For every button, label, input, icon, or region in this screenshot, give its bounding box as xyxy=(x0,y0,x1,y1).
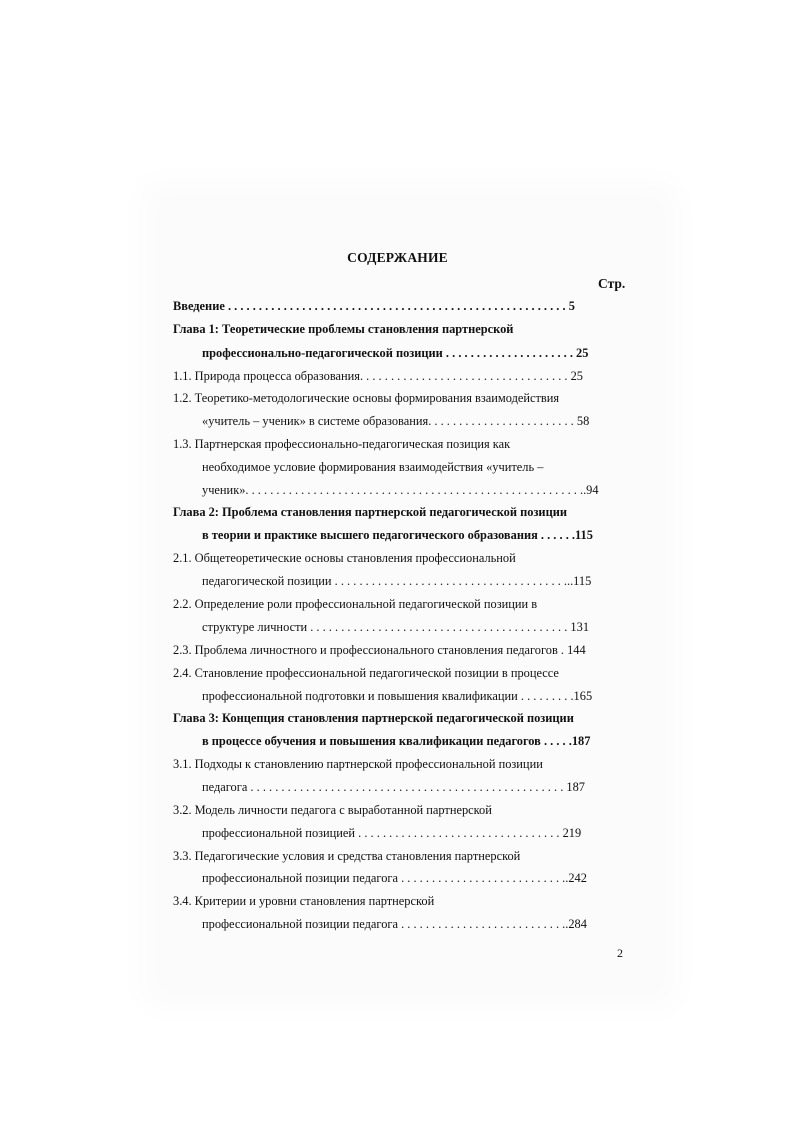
toc-leader-dots: . . . . . xyxy=(540,734,572,748)
toc-section-3-1-cont xyxy=(202,777,625,797)
toc-section-2-3 xyxy=(173,640,625,660)
toc-entry-text: структуре личности xyxy=(202,620,308,634)
toc-entry-text: 2.1. Общетеоретические основы становления профессиональной xyxy=(173,551,516,565)
toc-chapter-2-heading-cont xyxy=(202,525,625,545)
toc-entry-text: 3.4. Критерии и уровни становления партнерской xyxy=(173,894,435,908)
toc-leader-dots: . . . . . . . . . . . . . . . . . . . . . . . . . . . . . . . . . . xyxy=(359,369,568,383)
toc-entry-text: ученик» xyxy=(202,483,246,497)
toc-entry-text: профессионально-педагогической позиции xyxy=(202,346,443,360)
toc-entry-text: 1.3. Партнерская профессионально-педагогическая позиция как xyxy=(173,437,511,451)
toc-entry-text: Глава 2: Проблема становления партнерской педагогической позиции xyxy=(173,505,567,519)
toc-section-2-4 xyxy=(173,663,625,683)
toc-entry-text: Глава 1: Теоретические проблемы становления партнерской xyxy=(173,322,514,336)
pages-column-label: Стр. xyxy=(598,276,626,291)
toc-entry-text: 2.4. Становление профессиональной педагогической позиции в процессе xyxy=(173,666,559,680)
toc-entry-text: в теории и практике высшего педагогического образования xyxy=(202,528,538,542)
toc-entry-text: профессиональной позиции педагога xyxy=(202,917,398,931)
toc-leader-dots: . . . . . . . . . . . . . . . . . . . . . . . . . . . xyxy=(397,871,566,885)
toc-entry-text: в процессе обучения и повышения квалификации педагогов xyxy=(202,734,541,748)
toc-page-number: 187 xyxy=(563,780,585,794)
toc-entry-text: 3.2. Модель личности педагога с выработанной партнерской xyxy=(173,803,492,817)
toc-section-1-2-cont xyxy=(202,411,625,431)
toc-section-1-1 xyxy=(173,366,625,386)
toc-chapter-2-heading xyxy=(173,502,625,522)
toc-section-2-1 xyxy=(173,548,625,568)
toc-leader-dots: . . . . . . . . . . . . . . . . . . . . . . . . . . . xyxy=(397,917,566,931)
toc-section-2-2 xyxy=(173,594,625,614)
toc-page-number: ..115 xyxy=(566,574,592,588)
toc-section-2-4-cont xyxy=(202,686,625,706)
toc-page-number: 115 xyxy=(574,528,593,542)
toc-leader-dots: . . . . . . . . . . . . . . . . . . . . . . . . . . . . . . . . . . . . . . . . . . . . . . . . . . . . . . . xyxy=(245,483,584,497)
toc-entry-text: 1.2. Теоретико-методологические основы формирования взаимодействия xyxy=(173,391,560,405)
toc-page-number: 5 xyxy=(565,299,575,313)
toc-page-number: 219 xyxy=(559,826,582,840)
toc-section-1-3-cont xyxy=(202,457,625,477)
toc-entry-text: 3.1. Подходы к становлению партнерской профессиональной позиции xyxy=(173,757,543,771)
toc-leader-dots: . . . . . . . . . xyxy=(517,689,574,703)
toc-leader-dots: . . . . . . . . . . . . . . . . . . . . . xyxy=(442,346,573,360)
toc-entry-text: педагогической позиции xyxy=(202,574,332,588)
toc-section-3-2 xyxy=(173,800,625,820)
toc-entry-text: необходимое условие формирования взаимодействия «учитель – xyxy=(202,460,544,474)
toc-entry-introduction xyxy=(173,296,625,316)
toc-section-2-1-cont xyxy=(202,571,625,591)
toc-entry-text: «учитель – ученик» в системе образования xyxy=(202,414,429,428)
toc-chapter-1-heading-cont xyxy=(202,343,625,363)
toc-page-number: 131 xyxy=(567,620,590,634)
toc-leader-dots: . . . . . . . . . . . . . . . . . . . . . . . . xyxy=(428,414,574,428)
toc-entry-text: профессиональной позицией xyxy=(202,826,356,840)
toc-chapter-3-heading-cont xyxy=(202,731,625,751)
page-number: 2 xyxy=(617,946,623,960)
toc-chapter-1-heading xyxy=(173,319,625,339)
toc-entry-text: 2.3. Проблема личностного и профессионального становления педагогов xyxy=(173,643,558,657)
toc-section-3-3 xyxy=(173,846,625,866)
toc-section-1-3 xyxy=(173,434,625,454)
toc-page-number: 144 xyxy=(564,643,586,657)
toc-leader-dots: . xyxy=(557,643,565,657)
toc-entry-text: 2.2. Определение роли профессиональной педагогической позиции в xyxy=(173,597,538,611)
toc-entry-text: педагога xyxy=(202,780,248,794)
toc-page-number: .284 xyxy=(565,917,587,931)
toc-leader-dots: . . . . . . . . . . . . . . . . . . . . . . . . . . . . . . . . . . . . . . . . . . . . . . . . . . . xyxy=(247,780,564,794)
toc-entry-text: 1.1. Природа процесса образования xyxy=(173,369,360,383)
toc-leader-dots: . . . . . . . . . . . . . . . . . . . . . . . . . . . . . . . . . . . . . . . . . . xyxy=(307,620,568,634)
toc-chapter-3-heading xyxy=(173,708,625,728)
toc-entry-text: профессиональной позиции педагога xyxy=(202,871,398,885)
toc-page-number: .242 xyxy=(565,871,587,885)
toc-entry-text: Глава 3: Концепция становления партнерской педагогической позиции xyxy=(173,711,574,725)
toc-entry-text: Введение xyxy=(173,299,225,313)
toc-page-number: 165 xyxy=(573,689,593,703)
toc-section-1-3-cont xyxy=(202,480,625,500)
toc-section-3-4 xyxy=(173,891,625,911)
toc-title: СОДЕРЖАНИЕ xyxy=(347,250,448,265)
toc-page-number: 187 xyxy=(571,734,591,748)
toc-section-3-3-cont xyxy=(202,868,625,888)
toc-leader-dots: . . . . . . xyxy=(537,528,575,542)
toc-page-number: 25 xyxy=(572,346,589,360)
toc-section-3-4-cont xyxy=(202,914,625,934)
toc-page-number: 58 xyxy=(573,414,590,428)
toc-page-number: .94 xyxy=(583,483,599,497)
toc-section-2-2-cont xyxy=(202,617,625,637)
toc-leader-dots: . . . . . . . . . . . . . . . . . . . . . . . . . . . . . . . . . . . . . . . . . . . . . . . . . . . . . . . xyxy=(224,299,566,313)
toc-leader-dots: . . . . . . . . . . . . . . . . . . . . . . . . . . . . . . . . . xyxy=(355,826,560,840)
toc-leader-dots: . . . . . . . . . . . . . . . . . . . . . . . . . . . . . . . . . . . . . . xyxy=(331,574,567,588)
toc-entry-text: профессиональной подготовки и повышения квалификации xyxy=(202,689,518,703)
toc-section-3-2-cont xyxy=(202,823,625,843)
toc-page-number: 25 xyxy=(567,369,584,383)
toc-entry-text: 3.3. Педагогические условия и средства становления партнерской xyxy=(173,849,521,863)
toc-section-1-2 xyxy=(173,388,625,408)
toc-section-3-1 xyxy=(173,754,625,774)
